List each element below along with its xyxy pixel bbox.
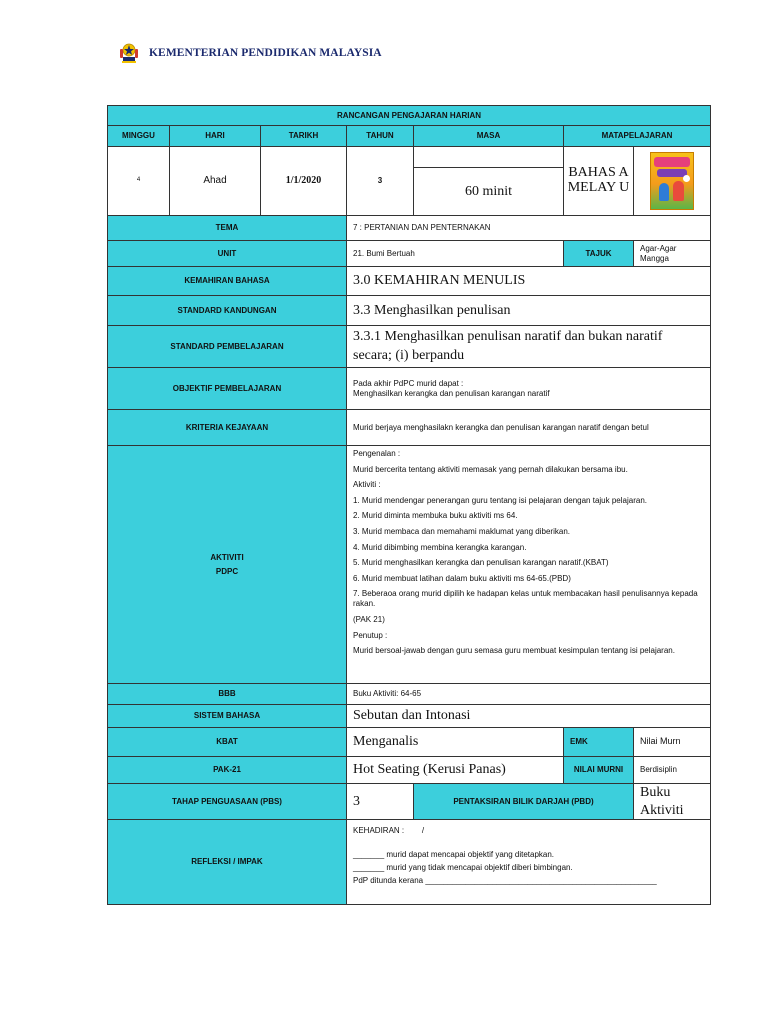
aktiviti-line: 1. Murid mendengar penerangan guru tentang isi pelajaran dengan tajuk pelajaran.	[353, 495, 647, 505]
pbd-label: PENTAKSIRAN BILIK DARJAH (PBD)	[414, 784, 634, 820]
refleksi-line-1: _______ murid dapat mencapai objektif yang ditetapkan.	[353, 850, 555, 859]
objektif-line-1: Pada akhir PdPC murid dapat :	[353, 378, 464, 388]
tahap-label: TAHAP PENGUASAAN (PBS)	[108, 784, 347, 820]
emk-label: EMK	[564, 728, 634, 757]
aktiviti-line: 2. Murid diminta membuka buku aktiviti ms 64.	[353, 511, 518, 521]
aktiviti-line: Penutup :	[353, 630, 388, 640]
malaysia-crest-icon	[117, 41, 141, 65]
emk-value: Nilai Murn	[634, 728, 711, 757]
ministry-name: KEMENTERIAN PENDIDIKAN MALAYSIA	[149, 47, 382, 59]
col-minggu: MINGGU	[108, 126, 170, 147]
tahap-value: 3	[347, 784, 414, 820]
sk-label: STANDARD KANDUNGAN	[108, 296, 347, 326]
aktiviti-line: 6. Murid membuat latihan dalam buku aktiviti ms 64-65.(PBD)	[353, 573, 571, 583]
refleksi-line-3: PdP ditunda kerana ____________________________________________________	[353, 876, 657, 885]
sistem-value: Sebutan dan Intonasi	[347, 705, 711, 728]
nilai-label: NILAI MURNI	[564, 757, 634, 784]
objektif-cell	[347, 368, 711, 410]
tarikh-value: 1/1/2020	[261, 147, 347, 216]
tahun-value: 3	[347, 147, 414, 216]
pbd-value: Buku Aktiviti	[634, 784, 711, 820]
pak21-value: Hot Seating (Kerusi Panas)	[347, 757, 564, 784]
textbook-cover-cell	[634, 147, 711, 216]
minggu-value: 4	[108, 147, 170, 216]
col-tahun: TAHUN	[347, 126, 414, 147]
pak21-label: PAK-21	[108, 757, 347, 784]
aktiviti-line: 3. Murid membaca dan memahami maklumat yang diberikan.	[353, 526, 570, 536]
masa-top-cell	[414, 147, 564, 168]
nilai-value: Berdisiplin	[634, 757, 711, 784]
unit-value: 21. Bumi Bertuah	[347, 241, 564, 267]
aktiviti-line: 4. Murid dibimbing membina kerangka karangan.	[353, 542, 527, 552]
refleksi-label: REFLEKSI / IMPAK	[108, 820, 347, 905]
kbat-value: Menganalis	[347, 728, 564, 757]
bbb-value: Buku Aktiviti: 64-65	[347, 684, 711, 705]
hari-value: Ahad	[170, 147, 261, 216]
tema-value: 7 : PERTANIAN DAN PENTERNAKAN	[347, 216, 711, 241]
col-masa: MASA	[414, 126, 564, 147]
kemahiran-label: KEMAHIRAN BAHASA	[108, 267, 347, 296]
kbat-label: KBAT	[108, 728, 347, 757]
aktiviti-line: Aktiviti :	[353, 480, 381, 490]
aktiviti-label-cell	[108, 446, 347, 684]
bbb-label: BBB	[108, 684, 347, 705]
sp-label: STANDARD PEMBELAJARAN	[108, 326, 347, 368]
col-tarikh: TARIKH	[261, 126, 347, 147]
aktiviti-line: Pengenalan :	[353, 449, 401, 458]
textbook-cover-icon	[650, 152, 694, 210]
sp-value: 3.3.1 Menghasilkan penulisan naratif dan bukan naratif secara; (i) berpandu	[347, 326, 711, 368]
sk-value: 3.3 Menghasilkan penulisan	[347, 296, 711, 326]
matapelajaran-value: BAHAS A MELAY U	[564, 147, 634, 216]
aktiviti-label: AKTIVITI	[210, 552, 244, 562]
kemahiran-value: 3.0 KEMAHIRAN MENULIS	[347, 267, 711, 296]
col-hari: HARI	[170, 126, 261, 147]
aktiviti-line: Murid bersoal-jawab dengan guru semasa guru membuat kesimpulan tentang isi pelajaran.	[353, 646, 675, 656]
tema-label: TEMA	[108, 216, 347, 241]
masa-value: 60 minit	[414, 168, 564, 216]
kriteria-value: Murid berjaya menghasilakn kerangka dan penulisan karangan naratif dengan betul	[347, 410, 711, 446]
ministry-header	[117, 40, 382, 66]
objektif-line-2: Menghasilkan kerangka dan penulisan karangan naratif	[353, 388, 550, 398]
unit-label: UNIT	[108, 241, 347, 267]
objektif-label: OBJEKTIF PEMBELAJARAN	[108, 368, 347, 410]
aktiviti-line: 5. Murid menghasilkan kerangka dan penulisan karangan naratif.(KBAT)	[353, 558, 609, 568]
aktiviti-line: (PAK 21)	[353, 614, 385, 624]
aktiviti-line: Murid bercerita tentang aktiviti memasak yang pernah dilakukan bersama ibu.	[353, 464, 628, 474]
tajuk-label: TAJUK	[564, 241, 634, 267]
tajuk-value: Agar-Agar Mangga	[634, 241, 711, 267]
refleksi-content	[347, 820, 711, 905]
refleksi-line-2: _______ murid yang tidak mencapai objektif diberi bimbingan.	[353, 863, 573, 872]
kehadiran-line: KEHADIRAN : /	[353, 826, 425, 835]
plan-title: RANCANGAN PENGAJARAN HARIAN	[108, 106, 711, 126]
kriteria-label: KRITERIA KEJAYAAN	[108, 410, 347, 446]
aktiviti-content	[347, 446, 711, 684]
col-matapelajaran: MATAPELAJARAN	[564, 126, 711, 147]
lesson-plan-table	[107, 105, 711, 905]
sistem-label: SISTEM BAHASA	[108, 705, 347, 728]
aktiviti-line: 7. Beberaoa orang murid dipilih ke hadapan kelas untuk membacakan hasil penulisannya kepada rakan.	[353, 589, 698, 609]
pdpc-label: PDPC	[215, 566, 239, 576]
